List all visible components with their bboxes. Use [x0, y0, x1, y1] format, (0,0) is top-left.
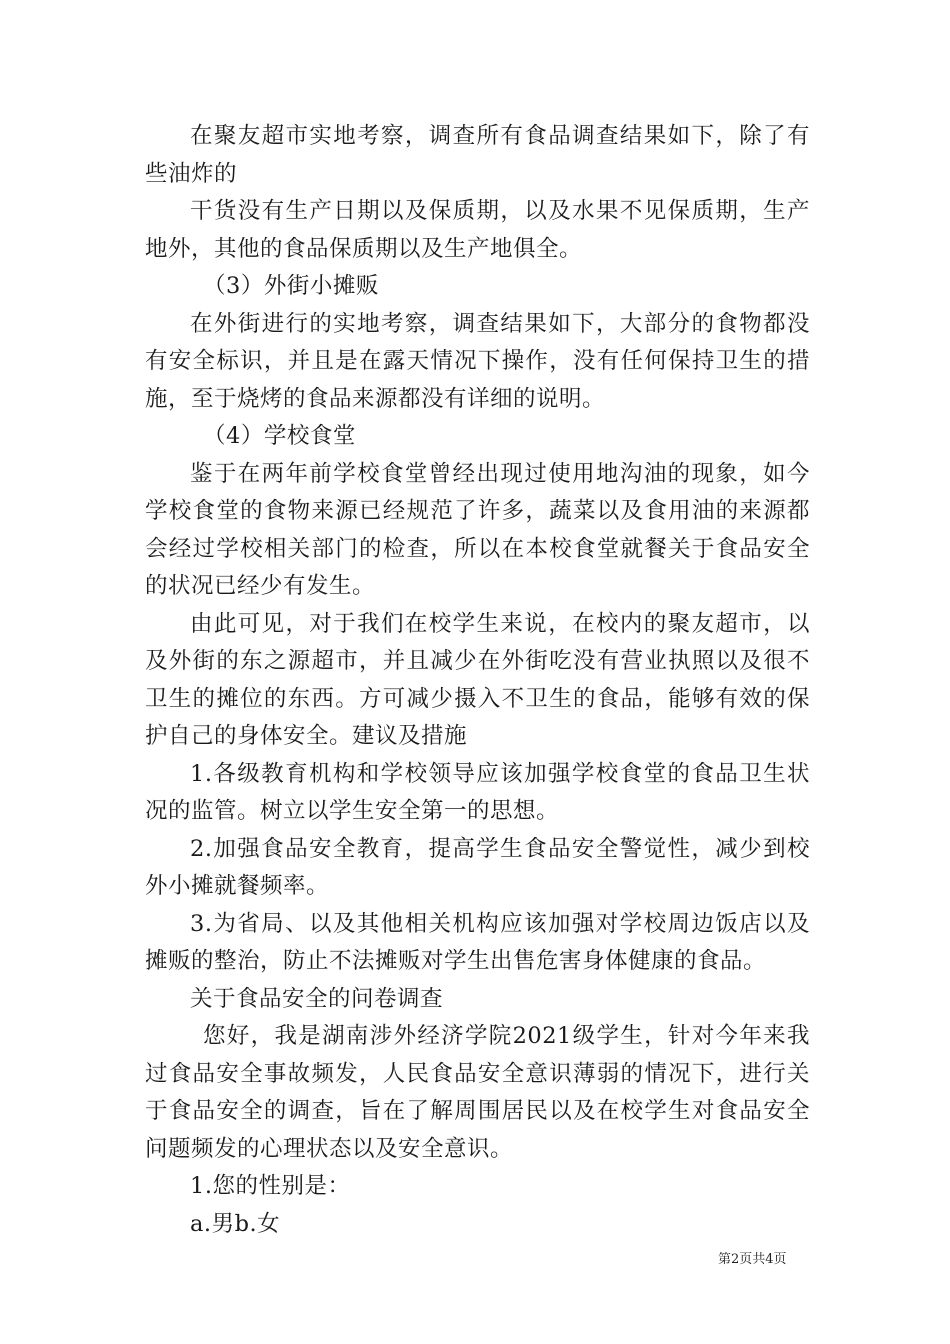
paragraph-canteen: 鉴于在两年前学校食堂曾经出现过使用地沟油的现象，如今学校食堂的食物来源已经规范了许多，蔬菜以及食用油的来源都会经过学校相关部门的检查，所以在本校食堂就餐关于食品安全的状况已经少有发生。	[145, 460, 810, 599]
paragraph-conclusion: 由此可见，对于我们在校学生来说，在校内的聚友超市，以及外街的东之源超市，并且减少在外街吃没有营业执照以及很不卫生的摊位的东西。方可减少摄入不卫生的食品，能够有效的保护自己的身体安全。建议及措施	[145, 610, 810, 749]
question-1-options: a.男b.女	[190, 1210, 281, 1237]
paragraph-street-survey: 在外街进行的实地考察，调查结果如下，大部分的食物都没有安全标识，并且是在露天情况下操作，没有任何保持卫生的措施，至于烧烤的食品来源都没有详细的说明。	[145, 310, 810, 412]
paragraph-supermarket-survey: 在聚友超市实地考察，调查所有食品调查结果如下，除了有些油炸的	[145, 123, 810, 187]
document-body	[145, 118, 810, 1243]
questionnaire-intro: 您好，我是湖南涉外经济学院2021级学生，针对今年来我过食品安全事故频发，人民食品安全意识薄弱的情况下，进行关于食品安全的调查，旨在了解周围居民以及在校学生对食品安全问题频发的心理状态以及安全意识。	[145, 1023, 810, 1162]
suggestion-item-3: 3.为省局、以及其他相关机构应该加强对学校周边饭店以及摊贩的整治，防止不法摊贩对学生出售危害身体健康的食品。	[145, 910, 810, 974]
suggestion-item-2: 2.加强食品安全教育，提高学生食品安全警觉性，减少到校外小摊就餐频率。	[145, 835, 810, 899]
heading-street-vendors: （3）外街小摊贩	[203, 273, 379, 299]
heading-school-canteen: （4）学校食堂	[203, 423, 356, 449]
page-number: 第2页共4页	[718, 1252, 787, 1267]
paragraph-dried-goods: 干货没有生产日期以及保质期，以及水果不见保质期，生产地外，其他的食品保质期以及生产地俱全。	[145, 198, 810, 262]
suggestion-item-1: 1.各级教育机构和学校领导应该加强学校食堂的食品卫生状况的监管。树立以学生安全第一的思想。	[145, 760, 810, 824]
questionnaire-title: 关于食品安全的问卷调查	[190, 985, 444, 1012]
question-1: 1.您的性别是：	[190, 1173, 351, 1199]
